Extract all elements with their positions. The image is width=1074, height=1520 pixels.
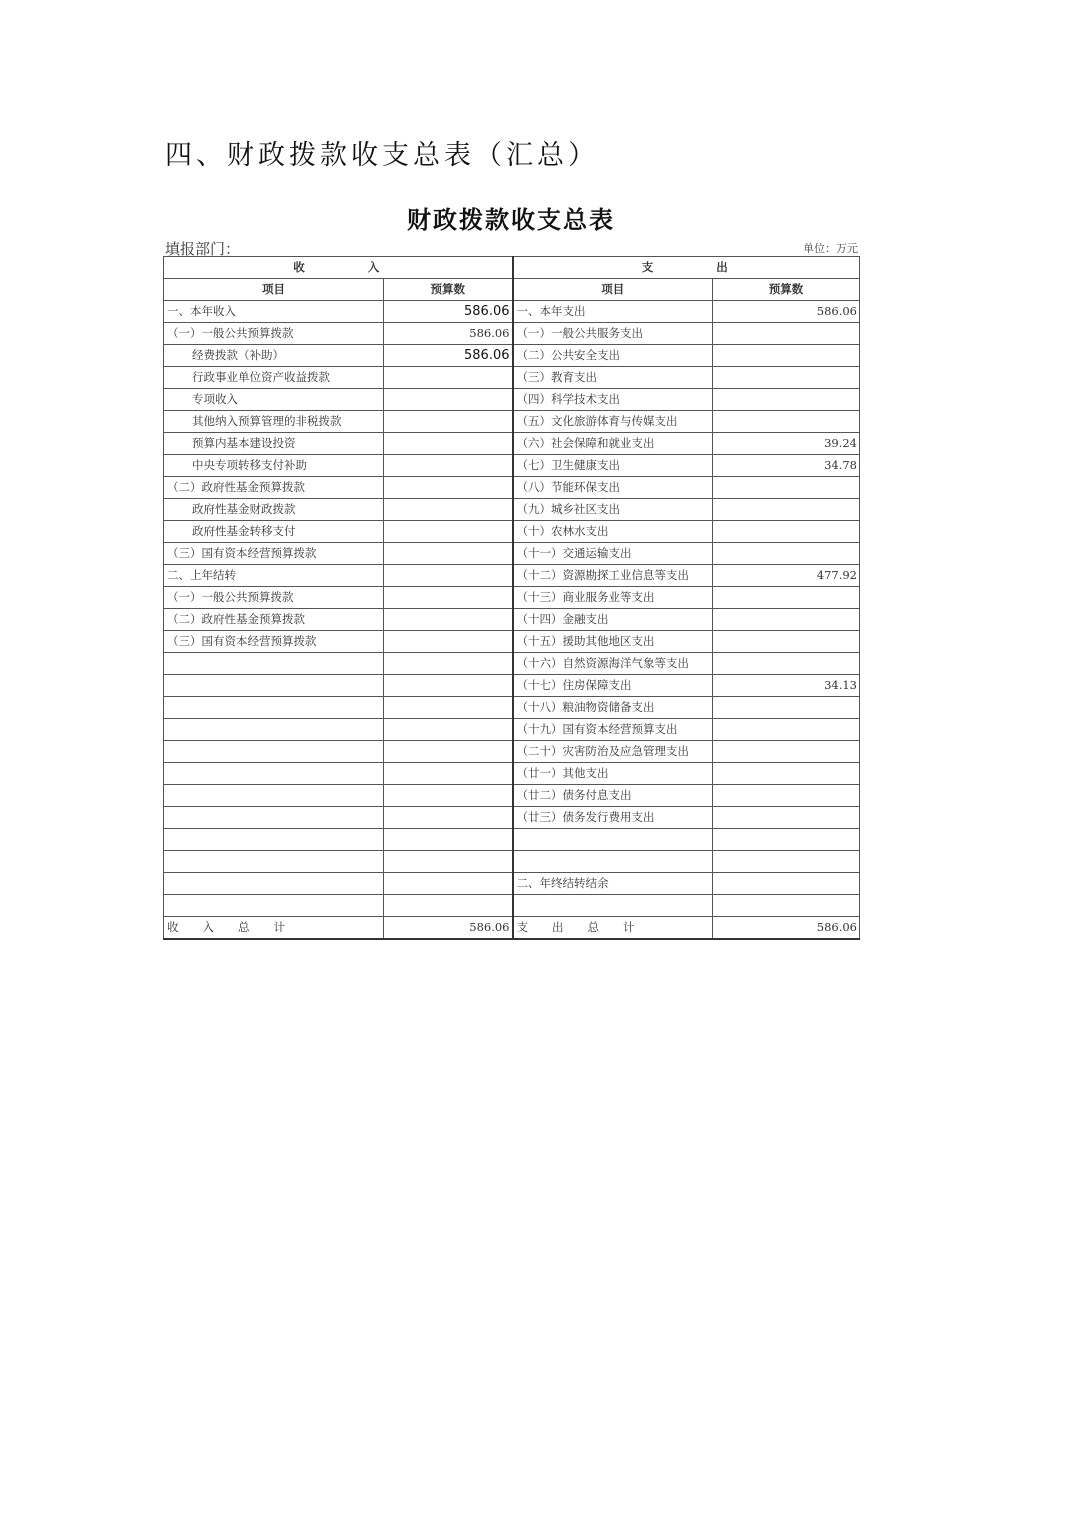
expense-value-cell [713, 411, 860, 433]
income-value-cell [384, 675, 513, 697]
table-row [164, 389, 860, 411]
expense-item-cell: （十八）粮油物资储备支出 [513, 697, 713, 719]
table-row [164, 631, 860, 653]
income-value-cell [384, 609, 513, 631]
table-row [164, 323, 860, 345]
income-value-cell [384, 433, 513, 455]
table-row [164, 895, 860, 917]
expense-value-cell [713, 499, 860, 521]
table-row [164, 851, 860, 873]
expense-item-header: 项目 [513, 279, 713, 301]
income-value-cell [384, 873, 513, 895]
expense-item-cell: （三）教育支出 [513, 367, 713, 389]
expense-item-cell [513, 895, 713, 917]
table-row [164, 763, 860, 785]
income-budget-header: 预算数 [384, 279, 513, 301]
table-row [164, 301, 860, 323]
expense-value-cell: 39.24 [713, 433, 860, 455]
income-item-cell [164, 653, 384, 675]
income-item-cell: （二）政府性基金预算拨款 [164, 609, 384, 631]
expense-value-cell [713, 345, 860, 367]
income-item-cell: 中央专项转移支付补助 [164, 455, 384, 477]
income-value-cell [384, 653, 513, 675]
column-header-row [164, 279, 860, 301]
expense-value-cell [713, 895, 860, 917]
income-item-cell [164, 785, 384, 807]
expense-value-cell [713, 631, 860, 653]
expense-item-cell: （十四）金融支出 [513, 609, 713, 631]
income-value-cell: 586.06 [384, 323, 513, 345]
income-item-cell [164, 741, 384, 763]
table-row [164, 719, 860, 741]
income-item-cell [164, 763, 384, 785]
income-value-cell [384, 741, 513, 763]
income-value-cell [384, 543, 513, 565]
table-row [164, 829, 860, 851]
income-item-cell [164, 807, 384, 829]
income-value-cell [384, 829, 513, 851]
income-value-cell [384, 367, 513, 389]
income-value-cell [384, 719, 513, 741]
expense-item-cell: （十九）国有资本经营预算支出 [513, 719, 713, 741]
expense-total-label: 支 出 总 计 [513, 917, 713, 940]
expense-value-cell [713, 807, 860, 829]
expense-value-cell [713, 829, 860, 851]
expense-item-cell: （二十）灾害防治及应急管理支出 [513, 741, 713, 763]
expense-value-cell [713, 763, 860, 785]
expense-section-header: 支 出 [513, 257, 860, 279]
income-item-cell: 一、本年收入 [164, 301, 384, 323]
table-row [164, 697, 860, 719]
expense-value-cell [713, 851, 860, 873]
expense-value-cell [713, 521, 860, 543]
expense-item-cell: （二）公共安全支出 [513, 345, 713, 367]
income-item-cell: 政府性基金转移支付 [164, 521, 384, 543]
income-item-cell [164, 851, 384, 873]
expense-total-value: 586.06 [713, 917, 860, 940]
income-value-cell [384, 631, 513, 653]
expense-item-cell: （一）一般公共服务支出 [513, 323, 713, 345]
expense-item-cell: （五）文化旅游体育与传媒支出 [513, 411, 713, 433]
income-value-cell [384, 389, 513, 411]
expense-value-cell [713, 697, 860, 719]
expense-value-cell [713, 477, 860, 499]
table-title: 财政拨款收支总表 [407, 205, 615, 234]
table-row [164, 565, 860, 587]
income-item-cell [164, 719, 384, 741]
expense-value-cell [713, 587, 860, 609]
income-item-cell: （三）国有资本经营预算拨款 [164, 631, 384, 653]
unit-label: 单位：万元 [803, 242, 858, 255]
expense-value-cell [713, 719, 860, 741]
income-value-cell [384, 521, 513, 543]
expense-item-cell: （九）城乡社区支出 [513, 499, 713, 521]
expense-item-cell: （廿一）其他支出 [513, 763, 713, 785]
table-row [164, 609, 860, 631]
expense-value-cell [713, 873, 860, 895]
income-item-cell [164, 829, 384, 851]
table-row [164, 543, 860, 565]
section-header-row [164, 257, 860, 279]
fill-department-label: 填报部门： [165, 240, 241, 258]
expense-item-cell: （七）卫生健康支出 [513, 455, 713, 477]
expense-item-cell: （十七）住房保障支出 [513, 675, 713, 697]
expense-item-cell: 一、本年支出 [513, 301, 713, 323]
expense-item-cell: （六）社会保障和就业支出 [513, 433, 713, 455]
income-total-value: 586.06 [384, 917, 513, 940]
expense-item-cell: （十三）商业服务业等支出 [513, 587, 713, 609]
income-section-header: 收 入 [164, 257, 513, 279]
income-value-cell [384, 785, 513, 807]
table-row [164, 675, 860, 697]
income-item-cell: 行政事业单位资产收益拨款 [164, 367, 384, 389]
expense-item-cell: （十）农林水支出 [513, 521, 713, 543]
income-item-cell: （一）一般公共预算拨款 [164, 587, 384, 609]
income-total-label: 收 入 总 计 [164, 917, 384, 940]
income-item-cell: 专项收入 [164, 389, 384, 411]
income-value-cell [384, 763, 513, 785]
income-item-cell: （一）一般公共预算拨款 [164, 323, 384, 345]
income-value-cell [384, 565, 513, 587]
table-row [164, 785, 860, 807]
income-value-cell [384, 455, 513, 477]
expense-value-cell [713, 741, 860, 763]
table-row [164, 455, 860, 477]
income-item-cell: 预算内基本建设投资 [164, 433, 384, 455]
table-row [164, 807, 860, 829]
expense-value-cell [713, 389, 860, 411]
table-row [164, 411, 860, 433]
table-row [164, 873, 860, 895]
expense-budget-header: 预算数 [713, 279, 860, 301]
page-heading: 四、财政拨款收支总表（汇总） [165, 140, 599, 171]
income-item-cell: （三）国有资本经营预算拨款 [164, 543, 384, 565]
expense-value-cell [713, 653, 860, 675]
expense-item-cell: （廿三）债务发行费用支出 [513, 807, 713, 829]
income-value-cell: 586.06 [384, 301, 513, 323]
income-value-cell [384, 895, 513, 917]
income-item-cell [164, 895, 384, 917]
expense-item-cell: （廿二）债务付息支出 [513, 785, 713, 807]
expense-value-cell: 477.92 [713, 565, 860, 587]
expense-item-cell: （十一）交通运输支出 [513, 543, 713, 565]
expense-value-cell [713, 543, 860, 565]
expense-item-cell: （十五）援助其他地区支出 [513, 631, 713, 653]
income-value-cell [384, 411, 513, 433]
income-item-cell: 二、上年结转 [164, 565, 384, 587]
income-value-cell [384, 587, 513, 609]
table-row [164, 587, 860, 609]
expense-value-cell: 34.13 [713, 675, 860, 697]
expense-value-cell [713, 785, 860, 807]
expense-item-cell: （十六）自然资源海洋气象等支出 [513, 653, 713, 675]
income-value-cell [384, 851, 513, 873]
expense-item-cell [513, 851, 713, 873]
income-item-cell [164, 873, 384, 895]
table-row [164, 367, 860, 389]
expense-item-cell: （十二）资源勘探工业信息等支出 [513, 565, 713, 587]
income-item-cell [164, 697, 384, 719]
expense-value-cell [713, 323, 860, 345]
table-row [164, 521, 860, 543]
budget-table [163, 256, 860, 940]
expense-value-cell [713, 367, 860, 389]
income-item-cell: 政府性基金财政拨款 [164, 499, 384, 521]
income-item-cell: （二）政府性基金预算拨款 [164, 477, 384, 499]
table-row [164, 477, 860, 499]
table-row [164, 499, 860, 521]
income-item-header: 项目 [164, 279, 384, 301]
expense-item-cell: 二、年终结转结余 [513, 873, 713, 895]
table-row [164, 653, 860, 675]
table-row [164, 741, 860, 763]
income-value-cell [384, 697, 513, 719]
expense-item-cell [513, 829, 713, 851]
income-value-cell [384, 477, 513, 499]
expense-value-cell [713, 609, 860, 631]
expense-value-cell: 586.06 [713, 301, 860, 323]
expense-item-cell: （四）科学技术支出 [513, 389, 713, 411]
income-item-cell: 经费拨款（补助） [164, 345, 384, 367]
income-item-cell: 其他纳入预算管理的非税拨款 [164, 411, 384, 433]
income-item-cell [164, 675, 384, 697]
expense-item-cell: （八）节能环保支出 [513, 477, 713, 499]
income-value-cell [384, 807, 513, 829]
income-value-cell [384, 499, 513, 521]
total-row [164, 917, 860, 940]
table-row [164, 345, 860, 367]
table-row [164, 433, 860, 455]
income-value-cell: 586.06 [384, 345, 513, 367]
expense-value-cell: 34.78 [713, 455, 860, 477]
